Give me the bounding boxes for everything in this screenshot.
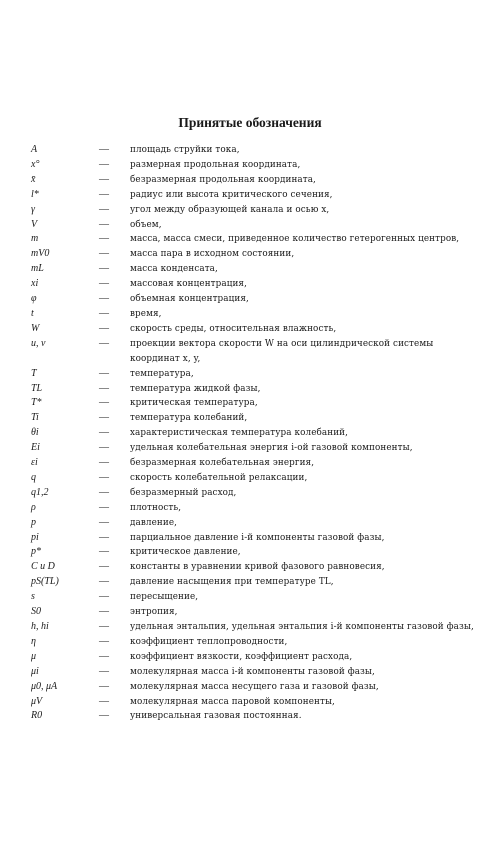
- notation-dash: —: [99, 561, 109, 573]
- notation-description: критическая температура,: [130, 398, 258, 409]
- notation-symbol: pi: [31, 531, 39, 543]
- notation-description: размерная продольная координата,: [130, 159, 301, 170]
- notation-description: объем,: [130, 219, 162, 230]
- notation-dash: —: [99, 203, 109, 215]
- notation-entry: [0, 173, 500, 188]
- notation-symbol: x°: [31, 158, 40, 170]
- notation-symbol: xi: [31, 278, 39, 290]
- notation-dash: —: [99, 576, 109, 588]
- notation-description: температура колебаний,: [130, 413, 248, 424]
- notation-dash: —: [99, 591, 109, 603]
- notation-entry: [0, 158, 500, 173]
- notation-entry: [0, 531, 500, 546]
- notation-entry: [0, 650, 500, 665]
- notation-description: радиус или высота критического сечения,: [130, 189, 333, 200]
- notation-symbol: h, hi: [31, 621, 49, 632]
- notation-entry: [0, 247, 500, 262]
- notation-entry: [0, 605, 500, 620]
- notation-entry: [0, 322, 500, 337]
- notation-symbol: T: [31, 367, 37, 379]
- notation-dash: —: [99, 635, 109, 647]
- notation-dash: —: [99, 621, 109, 632]
- notation-description: энтропия,: [130, 607, 178, 618]
- notation-entry: [0, 277, 500, 292]
- notation-dash: —: [99, 457, 109, 469]
- notation-entry: [0, 590, 500, 605]
- notation-description: молекулярная масса i-й компоненты газовой фазы,: [130, 666, 375, 677]
- notation-dash: —: [99, 486, 109, 498]
- notation-dash: —: [99, 471, 109, 483]
- notation-description: плотность,: [130, 502, 182, 513]
- notation-description: скорость среды, относительная влажность,: [130, 323, 337, 334]
- notation-description: универсальная газовая постоянная.: [130, 711, 302, 722]
- notation-entry: [0, 232, 500, 247]
- notation-symbol: mL: [31, 263, 44, 275]
- notation-symbol: l*: [31, 188, 39, 200]
- notation-entry: [0, 620, 500, 635]
- notation-description: удельная энтальпия, удельная энтальпия i-й компоненты газовой фазы,: [130, 622, 474, 632]
- notation-description: площадь струйки тока,: [130, 145, 240, 155]
- notation-dash: —: [99, 665, 109, 677]
- notation-entry: [0, 516, 500, 531]
- notation-symbol: εi: [31, 457, 38, 469]
- notation-dash: —: [99, 606, 109, 618]
- notation-dash: —: [99, 412, 109, 424]
- notation-entry: [0, 471, 500, 486]
- notation-description: объемная концентрация,: [130, 294, 249, 305]
- notation-dash: —: [99, 158, 109, 170]
- notation-entry: [0, 501, 500, 516]
- notation-description: безразмерная продольная координата,: [130, 174, 316, 185]
- notation-entry: [0, 218, 500, 233]
- notation-entry: [0, 382, 500, 397]
- notation-dash: —: [99, 397, 109, 409]
- notation-symbol: Ei: [31, 442, 40, 454]
- notation-dash: —: [99, 263, 109, 275]
- notation-dash: —: [99, 531, 109, 543]
- notation-description: массовая концентрация,: [130, 279, 247, 290]
- notation-symbol: q: [31, 471, 36, 483]
- notation-symbol: C и D: [31, 561, 55, 573]
- notation-dash: —: [99, 680, 109, 692]
- notation-symbol: θi: [31, 427, 39, 439]
- notation-symbol: m: [31, 233, 39, 245]
- notation-symbol: γ: [31, 203, 35, 215]
- notation-symbol: η: [31, 635, 36, 647]
- notation-description: масса конденсата,: [130, 264, 218, 275]
- notation-entry: [0, 486, 500, 501]
- notation-symbol: Ti: [31, 412, 39, 424]
- notation-dash: —: [99, 442, 109, 454]
- notation-dash: —: [99, 188, 109, 200]
- notation-entry: [0, 575, 500, 590]
- notation-entry: [0, 411, 500, 426]
- notation-description: время,: [130, 308, 162, 319]
- notation-entry: [0, 367, 500, 382]
- notation-symbol: u, ν: [31, 337, 46, 349]
- notation-dash: —: [99, 427, 109, 439]
- notation-description: удельная колебательная энергия i-ой газовой компоненты,: [130, 443, 413, 454]
- notation-symbol: T*: [31, 397, 42, 409]
- notation-entry: [0, 188, 500, 203]
- notation-description: парциальное давление i-й компоненты газовой фазы,: [130, 532, 385, 543]
- notation-dash: —: [99, 501, 109, 513]
- notation-dash: —: [99, 322, 109, 334]
- notation-description: критическое давление,: [130, 547, 241, 558]
- notation-entry: [0, 307, 500, 322]
- notation-symbol: μV: [31, 695, 43, 707]
- notation-description: характеристическая температура колебаний,: [130, 428, 349, 439]
- notation-description: молекулярная масса несущего газа и газовой фазы,: [130, 681, 379, 692]
- notation-description: безразмерная колебательная энергия,: [130, 458, 315, 469]
- notation-dash: —: [99, 307, 109, 319]
- notation-symbol: pS(TL): [31, 576, 59, 588]
- notation-symbol: μ0, μA: [31, 680, 58, 692]
- notation-description: угол между образующей канала и осью x,: [130, 204, 330, 215]
- notation-dash: —: [99, 233, 109, 245]
- notation-dash: —: [99, 337, 109, 349]
- notation-symbol: mV0: [31, 248, 50, 260]
- notation-dash: —: [99, 278, 109, 290]
- notation-symbol: φ: [31, 293, 37, 305]
- notation-description: температура,: [130, 368, 194, 379]
- notation-symbol: TL: [31, 382, 43, 394]
- notation-symbol: x̄: [31, 173, 36, 185]
- notation-entry: [0, 441, 500, 456]
- notation-dash: —: [99, 650, 109, 662]
- notation-dash: —: [99, 516, 109, 528]
- notation-dash: —: [99, 218, 109, 230]
- notation-symbol: p*: [31, 546, 41, 558]
- notation-description: масса пара в исходном состоянии,: [130, 249, 295, 260]
- notation-entry: [0, 262, 500, 277]
- notation-symbol: R0: [31, 710, 43, 722]
- notation-description: коэффициент вязкости, коэффициент расхода,: [130, 651, 353, 662]
- notation-dash: —: [99, 367, 109, 379]
- notation-entry: [0, 203, 500, 218]
- notation-symbol: μi: [31, 665, 39, 677]
- notation-description: масса, масса смеси, приведенное количество гетерогенных центров,: [130, 234, 460, 245]
- notation-symbol: μ: [31, 650, 37, 662]
- notation-description: проекции вектора скорости W на оси цилиндрической системы координат x, y,: [130, 338, 434, 364]
- notation-entry: [0, 396, 500, 411]
- notation-dash: —: [99, 382, 109, 394]
- notation-symbol: s: [31, 591, 35, 603]
- notation-entry: [0, 143, 500, 158]
- notation-entry: [0, 695, 500, 710]
- notation-dash: —: [99, 173, 109, 185]
- notation-description: константы в уравнении кривой фазового равновесия,: [130, 562, 385, 573]
- notation-entry: [0, 665, 500, 680]
- notation-description: коэффициент теплопроводности,: [130, 636, 288, 647]
- notation-entry: [0, 426, 500, 441]
- notation-symbol: V: [31, 218, 38, 230]
- notation-symbol: p: [31, 516, 36, 528]
- notation-entry: [0, 337, 500, 367]
- notation-symbol: t: [31, 307, 34, 319]
- notation-description: молекулярная масса паровой компоненты,: [130, 696, 335, 707]
- notation-description: безразмерный расход,: [130, 487, 237, 498]
- notation-description: давление,: [130, 517, 178, 528]
- notation-symbol: q1,2: [31, 486, 49, 498]
- notation-description: температура жидкой фазы,: [130, 383, 261, 394]
- notation-description: давление насыщения при температуре TL,: [130, 577, 334, 588]
- notation-dash: —: [99, 144, 109, 155]
- notation-description: пересыщение,: [130, 592, 199, 603]
- notation-dash: —: [99, 293, 109, 305]
- notation-description: скорость колебательной релаксации,: [130, 472, 308, 483]
- notation-symbol: ρ: [31, 501, 36, 513]
- notation-symbol: A: [31, 144, 38, 155]
- notation-symbol: S0: [31, 606, 41, 618]
- page-title: Принятые обозначения: [178, 115, 322, 130]
- notation-dash: —: [99, 710, 109, 722]
- notation-entry: [0, 545, 500, 560]
- notation-entry: [0, 456, 500, 471]
- notation-entry: [0, 292, 500, 307]
- notation-list: [0, 143, 500, 724]
- notation-entry: [0, 709, 500, 724]
- notation-entry: [0, 560, 500, 575]
- notation-dash: —: [99, 695, 109, 707]
- notation-entry: [0, 635, 500, 650]
- notation-dash: —: [99, 546, 109, 558]
- notation-symbol: W: [31, 322, 40, 334]
- notation-dash: —: [99, 248, 109, 260]
- notation-entry: [0, 680, 500, 695]
